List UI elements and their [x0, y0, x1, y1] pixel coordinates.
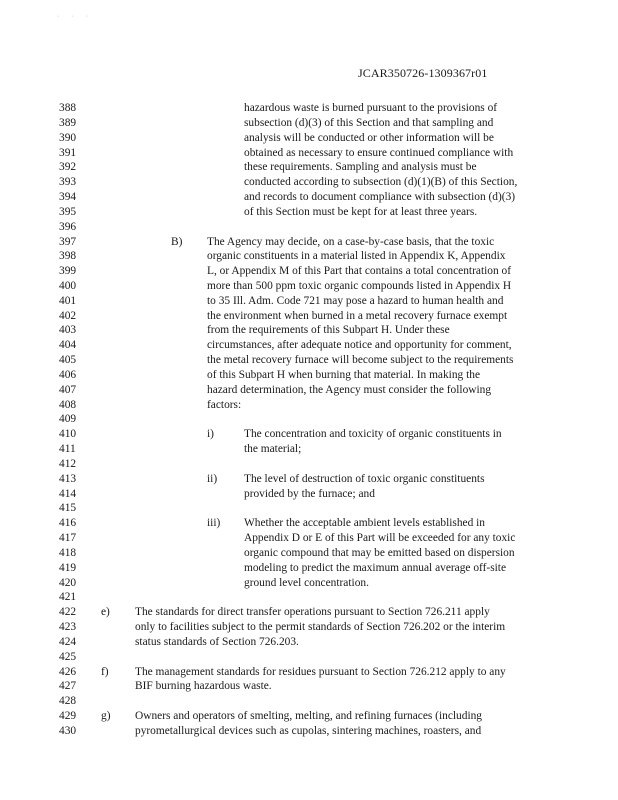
- line-number: 404: [59, 339, 77, 352]
- line-number: 430: [59, 724, 77, 737]
- line-number: 397: [59, 235, 77, 248]
- line-number: 389: [59, 116, 77, 129]
- line-text: The level of destruction of toxic organic constituents: [244, 472, 485, 485]
- line-text: and records to document compliance with subsection (d)(3): [244, 191, 516, 203]
- line-text: subsection (d)(3) of this Section and that sampling and: [244, 116, 494, 129]
- line-number: 414: [59, 487, 77, 500]
- item-label: iii): [207, 517, 221, 530]
- line-text: status standards of Section 726.203.: [135, 635, 299, 648]
- line-number: 416: [59, 517, 77, 530]
- line-text: the environment when burned in a metal recovery furnace exempt: [207, 309, 508, 322]
- item-label: g): [101, 710, 111, 722]
- line-text: from the requirements of this Subpart H. Under these: [207, 324, 450, 337]
- line-text: of this Section must be kept for at least three years.: [244, 205, 478, 218]
- line-number: 388: [59, 102, 77, 114]
- line-number: 402: [59, 309, 77, 322]
- line-number: 427: [59, 680, 77, 693]
- line-number: 393: [59, 176, 77, 189]
- line-text: only to facilities subject to the permit standards of Section 726.202 or the interim: [135, 621, 506, 633]
- line-text: organic compound that may be emitted based on dispersion: [244, 546, 515, 559]
- line-text: BIF burning hazardous waste.: [135, 680, 272, 693]
- line-number: 423: [59, 621, 77, 633]
- line-number: 420: [59, 576, 77, 589]
- line-number: 392: [59, 161, 77, 174]
- item-label: ii): [207, 472, 218, 485]
- line-number: 417: [59, 532, 77, 545]
- line-text: of this Subpart H when burning that material. In making the: [207, 368, 481, 381]
- line-number: 415: [59, 502, 77, 515]
- line-text: The Agency may decide, on a case-by-case basis, that the toxic: [207, 235, 495, 248]
- line-text: the metal recovery furnace will become subject to the requirements: [207, 354, 514, 367]
- line-number: 395: [59, 205, 77, 218]
- line-text: hazard determination, the Agency must consider the following: [207, 383, 492, 396]
- line-text: provided by the furnace; and: [244, 487, 375, 500]
- line-number: 399: [59, 265, 77, 278]
- line-number: 405: [59, 354, 77, 367]
- line-text: The concentration and toxicity of organic constituents in: [244, 428, 502, 441]
- line-number: 409: [59, 413, 77, 426]
- line-text: factors:: [207, 398, 242, 411]
- line-text: hazardous waste is burned pursuant to the provisions of: [244, 102, 498, 114]
- line-text: more than 500 ppm toxic organic compounds listed in Appendix H: [207, 280, 512, 292]
- item-label: e): [101, 606, 110, 619]
- line-number: 403: [59, 324, 77, 337]
- line-number: 425: [59, 650, 77, 663]
- line-text: analysis will be conducted or other information will be: [244, 131, 494, 144]
- line-number: 412: [59, 457, 77, 470]
- line-number: 419: [59, 561, 77, 574]
- line-number: 408: [59, 398, 77, 411]
- line-number: 398: [59, 250, 77, 263]
- line-number: 407: [59, 383, 77, 396]
- line-number: 390: [59, 131, 77, 144]
- line-text: organic constituents in a material listed in Appendix K, Appendix: [207, 250, 506, 263]
- item-label: i): [207, 428, 214, 441]
- line-text: the material;: [244, 443, 302, 456]
- line-number: 428: [59, 695, 77, 708]
- line-text: these requirements. Sampling and analysis must be: [244, 161, 477, 174]
- line-number: 413: [59, 472, 77, 485]
- document-id: JCAR350726-1309367r01: [358, 66, 488, 80]
- line-text: modeling to predict the maximum annual average off-site: [244, 561, 507, 574]
- line-text: The management standards for residues pursuant to Section 726.212 apply to any: [135, 665, 506, 678]
- line-text: L, or Appendix M of this Part that contains a total concentration of: [207, 265, 511, 278]
- scan-artifact: · · ·: [56, 10, 92, 25]
- line-text: circumstances, after adequate notice and opportunity for comment,: [207, 339, 512, 352]
- item-label: B): [171, 235, 183, 248]
- line-text: pyrometallurgical devices such as cupolas, sintering machines, roasters, and: [135, 724, 482, 737]
- line-number: 391: [59, 146, 77, 159]
- line-number: 410: [59, 428, 77, 441]
- line-number: 429: [59, 710, 77, 722]
- line-text: Appendix D or E of this Part will be exceeded for any toxic: [244, 532, 516, 545]
- line-number: 401: [59, 294, 77, 307]
- line-number: 421: [59, 591, 77, 604]
- line-number: 422: [59, 606, 77, 619]
- line-number: 424: [59, 635, 77, 648]
- line-number: 406: [59, 368, 77, 381]
- line-number: 394: [59, 191, 77, 203]
- line-text: obtained as necessary to ensure continued compliance with: [244, 146, 514, 159]
- line-text: conducted according to subsection (d)(1)(B) of this Section,: [244, 176, 518, 189]
- line-text: to 35 Ill. Adm. Code 721 may pose a hazard to human health and: [207, 294, 504, 307]
- line-number: 411: [59, 443, 76, 456]
- line-text: ground level concentration.: [244, 576, 369, 589]
- line-number: 396: [59, 220, 77, 233]
- line-text: The standards for direct transfer operations pursuant to Section 726.211 apply: [135, 606, 490, 619]
- line-text: Whether the acceptable ambient levels established in: [244, 517, 485, 530]
- line-text: Owners and operators of smelting, melting, and refining furnaces (including: [135, 710, 483, 722]
- line-number: 418: [59, 546, 77, 559]
- line-number: 400: [59, 280, 77, 292]
- line-number: 426: [59, 665, 77, 678]
- item-label: f): [101, 665, 109, 678]
